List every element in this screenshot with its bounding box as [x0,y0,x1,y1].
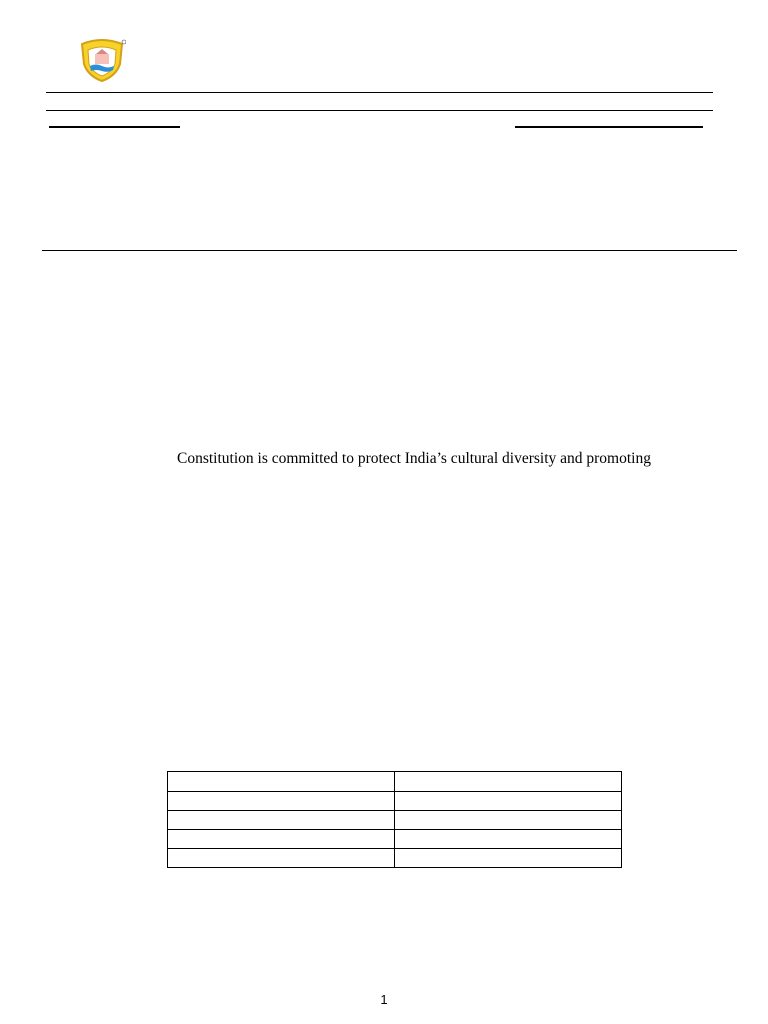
page-number: 1 [380,992,388,1007]
table-cell [168,849,395,868]
table-cell [168,811,395,830]
table-cell [395,811,622,830]
table-row [168,849,622,868]
table-row [168,830,622,849]
school-crest-icon [78,38,126,82]
table-cell [395,792,622,811]
table-row [168,772,622,792]
header-rule-second [46,110,713,111]
table-cell [395,830,622,849]
table-cell [168,792,395,811]
table-row [168,811,622,830]
table-cell [168,830,395,849]
table-cell [395,849,622,868]
table-cell [395,772,622,792]
table-cell [168,772,395,792]
table-row [168,792,622,811]
header-rule-top [46,92,713,93]
section-divider [42,250,737,251]
date-field-underline [515,126,703,128]
name-field-underline [49,126,180,128]
answer-table [167,771,622,868]
question-sentence: Constitution is committed to protect India’s cultural diversity and promoting [177,450,651,467]
